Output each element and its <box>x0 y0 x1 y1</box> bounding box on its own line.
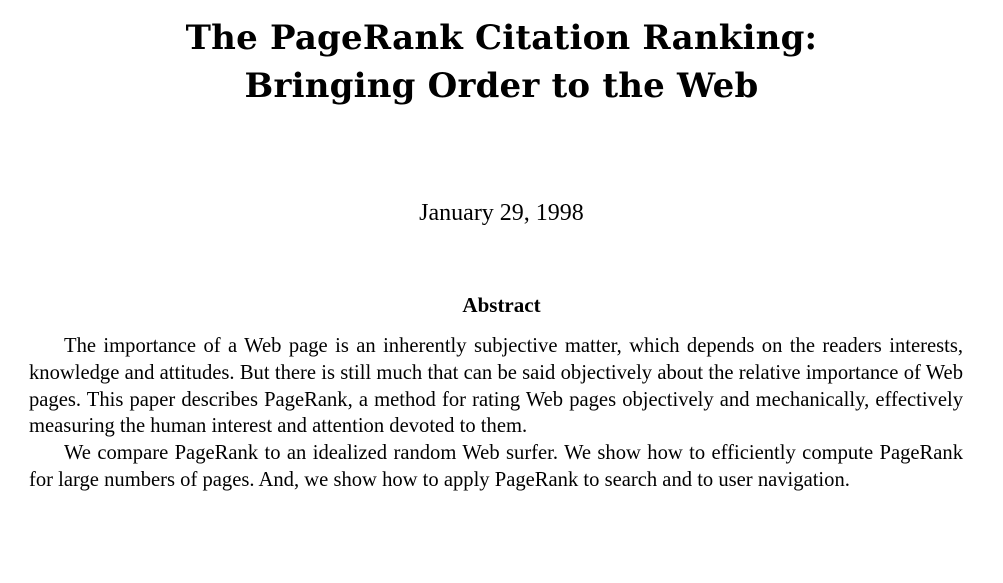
paper-date: January 29, 1998 <box>419 200 584 226</box>
paper-title-line-1: The PageRank Citation Ranking: <box>185 18 818 58</box>
abstract-heading: Abstract <box>462 293 541 317</box>
abstract-paragraph-1: The importance of a Web page is an inherently subjective matter, which depends on the readers interests, knowledge and attitudes. But there is still much that can be said objectively about the relative importance of Web pages. This paper describes PageRank, a method for rating Web pages objectively and mechanically, effectively measuring the human interest and attention devoted to them. <box>29 335 963 438</box>
abstract-body <box>29 333 963 494</box>
abstract-paragraph-2: We compare PageRank to an idealized random Web surfer. We show how to efficiently compute PageRank for large numbers of pages. And, we show how to apply PageRank to search and to user navigation. <box>29 442 963 491</box>
paper-title-line-2: Bringing Order to the Web <box>244 66 759 106</box>
paper-title <box>0 14 1003 110</box>
